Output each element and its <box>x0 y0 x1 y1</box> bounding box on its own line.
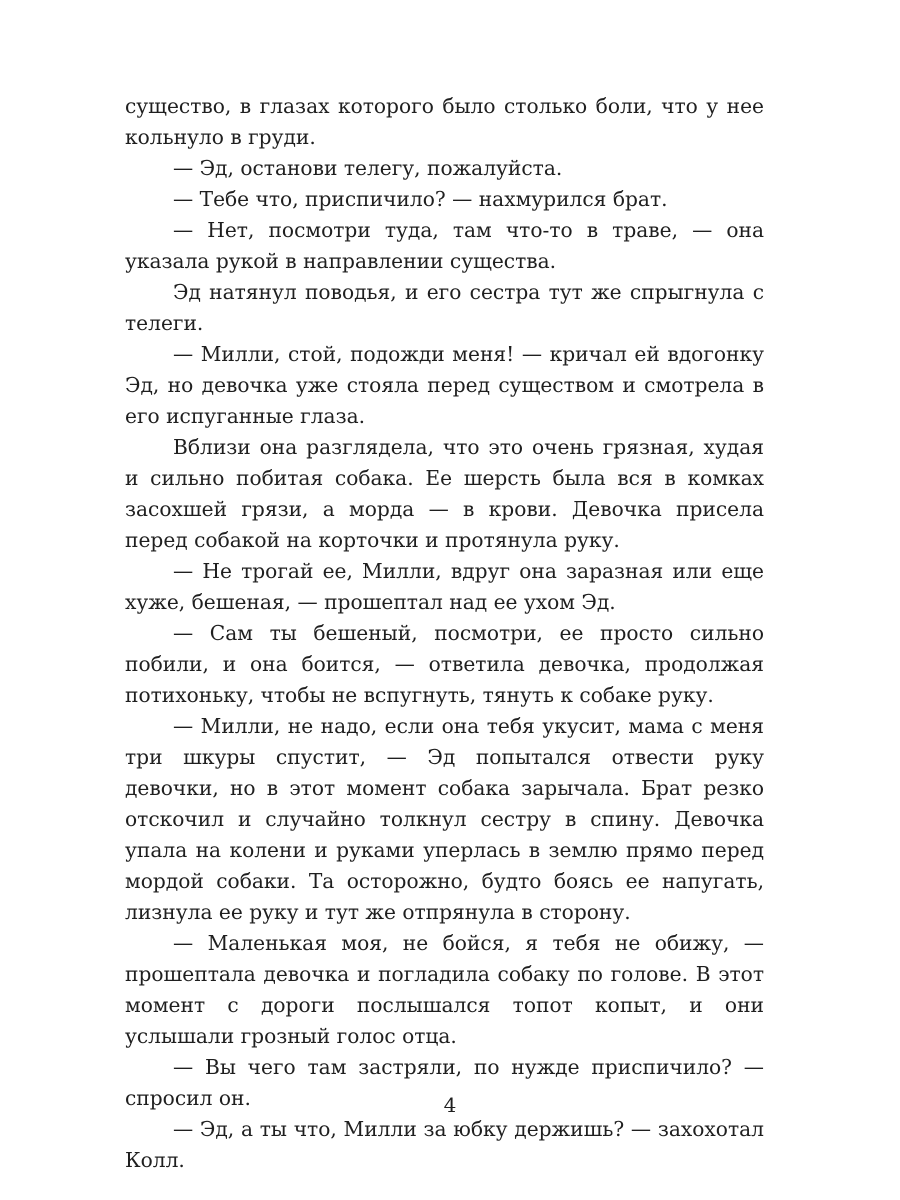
paragraph-9: — Сам ты бешеный, посмотри, ее просто сильно побили, и она боится, — ответила девочка, продолжая потихоньку, чтобы не вспугнуть, тянуть к собаке руку. <box>125 621 764 707</box>
paragraph-13: — Эд, а ты что, Милли за юбку держишь? — захохотал Колл. <box>125 1117 764 1172</box>
paragraph-8: — Не трогай ее, Милли, вдруг она заразная или еще хуже, бешеная, — прошептал над ее ухом Эд. <box>125 559 764 614</box>
paragraph-6: — Милли, стой, подожди меня! — кричал ей вдогонку Эд, но девочка уже стояла перед существом и смотрела в его испуганные глаза. <box>125 342 764 428</box>
page-number: 4 <box>443 1093 457 1117</box>
paragraph-12: — Вы чего там застряли, по нужде приспичило? — спросил он. <box>125 1055 764 1110</box>
paragraph-5: Эд натянул поводья, и его сестра тут же спрыгнула с телеги. <box>125 280 764 335</box>
paragraph-7: Вблизи она разглядела, что это очень грязная, худая и сильно побитая собака. Ее шерсть была вся в комках засохшей грязи, а морда — в крови. Девочка присела перед собакой на корточки и протянула руку. <box>125 435 764 552</box>
page-text <box>125 91 764 1176</box>
paragraph-3: — Тебе что, приспичило? — нахмурился брат. <box>173 187 668 211</box>
paragraph-10: — Милли, не надо, если она тебя укусит, мама с меня три шкуры спустит, — Эд попытался отвести руку девочки, но в этот момент собака зарычала. Брат резко отскочил и случайно толкнул сестру в спину. Девочка упала на колени и руками уперлась в землю прямо перед мордой собаки. Та осторожно, будто боясь ее напугать, лизнула ее руку и тут же отпрянула в сторону. <box>125 714 764 924</box>
paragraph-4: — Нет, посмотри туда, там что-то в траве, — она указала рукой в направлении существа. <box>125 218 764 273</box>
paragraph-1: существо, в глазах которого было столько боли, что у нее кольнуло в груди. <box>125 94 764 149</box>
paragraph-2: — Эд, останови телегу, пожалуйста. <box>173 156 563 180</box>
paragraph-11: — Маленькая моя, не бойся, я тебя не обижу, — прошептала девочка и погладила собаку по голове. В этот момент с дороги послышался топот копыт, и они услышали грозный голос отца. <box>125 931 764 1048</box>
